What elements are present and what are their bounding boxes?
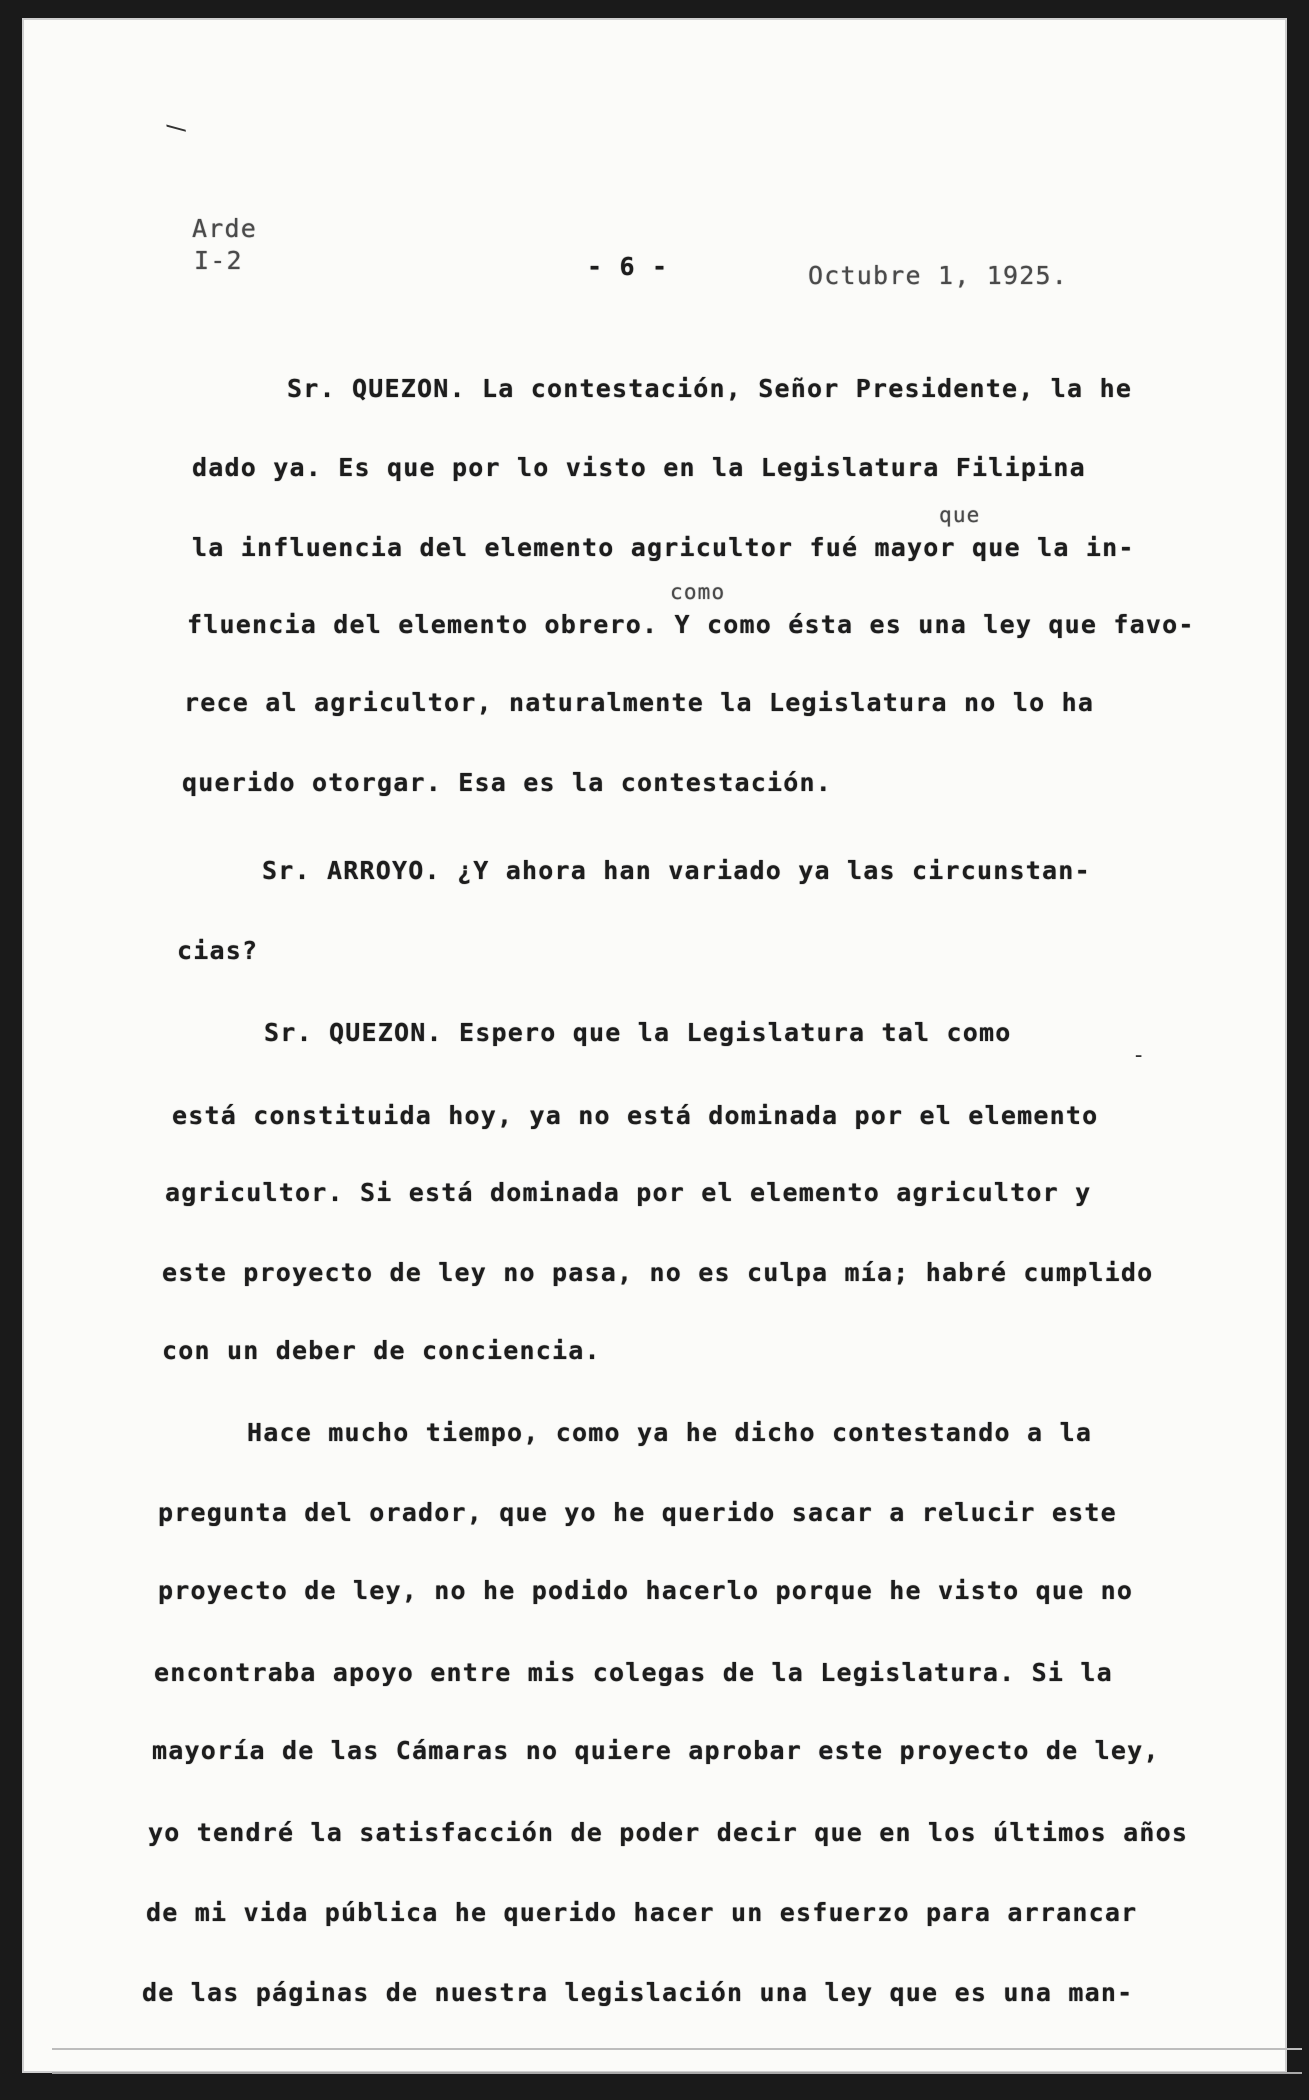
text-line: cias? [177,936,259,965]
page-number: - 6 - [587,252,669,281]
text-line: yo tendré la satisfacción de poder decir que en los últimos años [148,1818,1189,1847]
stacked-page-edge [52,2048,1302,2074]
header-ref-line2: I-2 [194,246,243,275]
document-date: Octubre 1, 1925. [808,261,1069,290]
stray-mark: / [162,119,190,138]
text-line: proyecto de ley, no he podido hacerlo porque he visto que no [158,1576,1134,1605]
text-line: con un deber de conciencia. [162,1336,601,1365]
text-line: rece al agricultor, naturalmente la Legislatura no lo ha [184,688,1095,717]
text-line: Sr. QUEZON. La contestación, Señor Presidente, la he [287,374,1133,403]
text-line: Sr. QUEZON. Espero que la Legislatura tal como [264,1018,1012,1047]
header-ref-line1: Arde [192,214,258,243]
text-line: fluencia del elemento obrero. Y como ésta es una ley que favo- [187,610,1195,639]
text-line: de las páginas de nuestra legislación una ley que es una man- [142,1978,1134,2007]
text-line: pregunta del orador, que yo he querido sacar a relucir este [158,1498,1117,1527]
text-line: Sr. ARROYO. ¿Y ahora han variado ya las circunstan- [262,856,1091,885]
document-page [22,18,1287,2073]
text-line: querido otorgar. Esa es la contestación. [182,768,833,797]
text-line: mayoría de las Cámaras no quiere aprobar este proyecto de ley, [152,1736,1160,1765]
text-line: agricultor. Si está dominada por el elemento agricultor y [165,1178,1092,1207]
text-line: la influencia del elemento agricultor fué mayor que la in- [192,533,1135,562]
text-line: encontraba apoyo entre mis colegas de la Legislatura. Si la [154,1658,1113,1687]
insert-que: que [939,503,981,527]
text-line: Hace mucho tiempo, como ya he dicho contestando a la [247,1418,1093,1447]
insert-como: como [670,580,726,604]
text-line: este proyecto de ley no pasa, no es culpa mía; habré cumplido [162,1258,1154,1287]
text-line: dado ya. Es que por lo visto en la Legislatura Filipina [192,453,1086,482]
text-line: de mi vida pública he querido hacer un esfuerzo para arrancar [146,1898,1138,1927]
stray-mark: - [1132,1043,1146,1068]
text-line: está constituida hoy, ya no está dominada por el elemento [172,1101,1099,1130]
